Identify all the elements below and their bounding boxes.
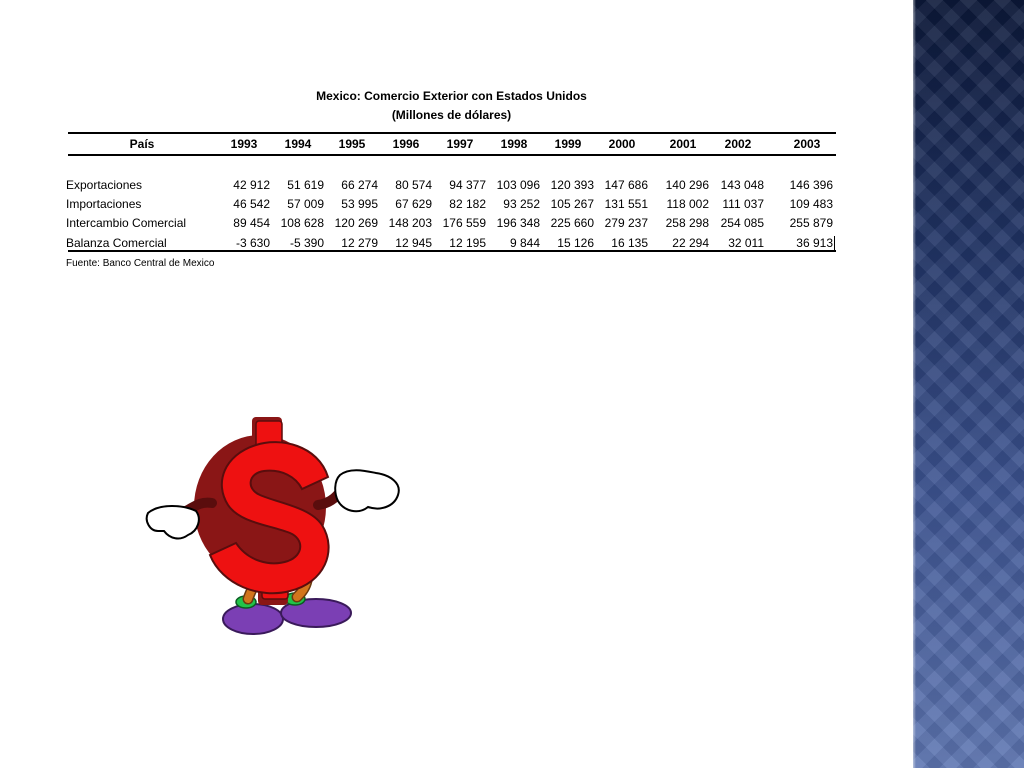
- table-source-note: Fuente: Banco Central de Mexico: [66, 258, 215, 269]
- table-cell: 94 377: [449, 178, 486, 192]
- row-label: Importaciones: [66, 197, 142, 211]
- table-cell: 143 048: [720, 178, 764, 192]
- table-cell: 51 619: [287, 178, 324, 192]
- column-header-year: 1999: [554, 137, 582, 151]
- table-cell: 120 393: [550, 178, 594, 192]
- table-cell: 131 551: [604, 197, 648, 211]
- table-cell: 82 182: [449, 197, 486, 211]
- column-header-year: 1994: [284, 137, 312, 151]
- table-cell: -3 630: [235, 236, 270, 250]
- table-cell: 66 274: [341, 178, 378, 192]
- table-cell: 12 945: [395, 236, 432, 250]
- column-header-year: 2001: [669, 137, 697, 151]
- table-cell: 254 085: [720, 216, 764, 230]
- side-panel-highlight: [913, 0, 916, 768]
- table-top-rule: [68, 132, 836, 134]
- table-cell: -5 390: [289, 236, 324, 250]
- table-cell: 15 126: [557, 236, 594, 250]
- table-cell: 57 009: [287, 197, 324, 211]
- table-cell: 118 002: [666, 197, 709, 211]
- table-title: Mexico: Comercio Exterior con Estados Unidos: [316, 89, 587, 103]
- column-header-year: 2000: [608, 137, 636, 151]
- table-cell: 105 267: [550, 197, 594, 211]
- table-cell: 46 542: [233, 197, 270, 211]
- table-cell: 148 203: [388, 216, 432, 230]
- table-cell: 22 294: [672, 236, 709, 250]
- table-cell: 196 348: [496, 216, 540, 230]
- column-header-year: 1997: [446, 137, 474, 151]
- table-cell: 109 483: [789, 197, 833, 211]
- table-cell: 176 559: [442, 216, 486, 230]
- table-cell: 42 912: [233, 178, 270, 192]
- slide-side-panel: [913, 0, 1024, 768]
- table-cell: 36 913: [796, 236, 833, 250]
- table-cell: 111 037: [722, 197, 764, 211]
- column-header-year: 1993: [230, 137, 258, 151]
- table-cell: 103 096: [496, 178, 540, 192]
- table-cell: 140 296: [665, 178, 709, 192]
- dollar-mascot-illustration: [140, 415, 410, 645]
- mascot-dollar-sign: [194, 417, 329, 605]
- table-cell: 279 237: [604, 216, 648, 230]
- table-cell: 146 396: [789, 178, 833, 192]
- table-cell: 9 844: [509, 236, 540, 250]
- table-cell: 53 995: [341, 197, 378, 211]
- table-cell: 16 135: [611, 236, 648, 250]
- table-cell: 89 454: [233, 216, 270, 230]
- row-label: Balanza Comercial: [66, 236, 167, 250]
- column-header-year: 1995: [338, 137, 366, 151]
- table-cell: 120 269: [334, 216, 378, 230]
- table-cell: 12 195: [449, 236, 486, 250]
- mascot-right-arm: [318, 470, 399, 511]
- row-label: Intercambio Comercial: [66, 216, 187, 230]
- table-cell: 32 011: [728, 236, 764, 250]
- table-cell: 225 660: [550, 216, 594, 230]
- table-cell: 93 252: [503, 197, 540, 211]
- table-subtitle: (Millones de dólares): [391, 108, 512, 122]
- table-cell: 255 879: [789, 216, 833, 230]
- table-bottom-rule: [68, 250, 836, 252]
- column-header-year: 1996: [392, 137, 420, 151]
- row-label: Exportaciones: [66, 178, 143, 192]
- table-header-rule: [68, 154, 836, 156]
- column-header-year: 1998: [500, 137, 528, 151]
- table-cell: 67 629: [395, 197, 432, 211]
- text-cursor: [834, 236, 835, 251]
- column-header-year: 2003: [793, 137, 821, 151]
- table-cell: 258 298: [665, 216, 709, 230]
- table-cell: 80 574: [395, 178, 432, 192]
- column-header-pais: País: [129, 137, 155, 151]
- table-cell: 12 279: [341, 236, 378, 250]
- table-cell: 108 628: [280, 216, 324, 230]
- column-header-year: 2002: [724, 137, 752, 151]
- table-cell: 147 686: [604, 178, 648, 192]
